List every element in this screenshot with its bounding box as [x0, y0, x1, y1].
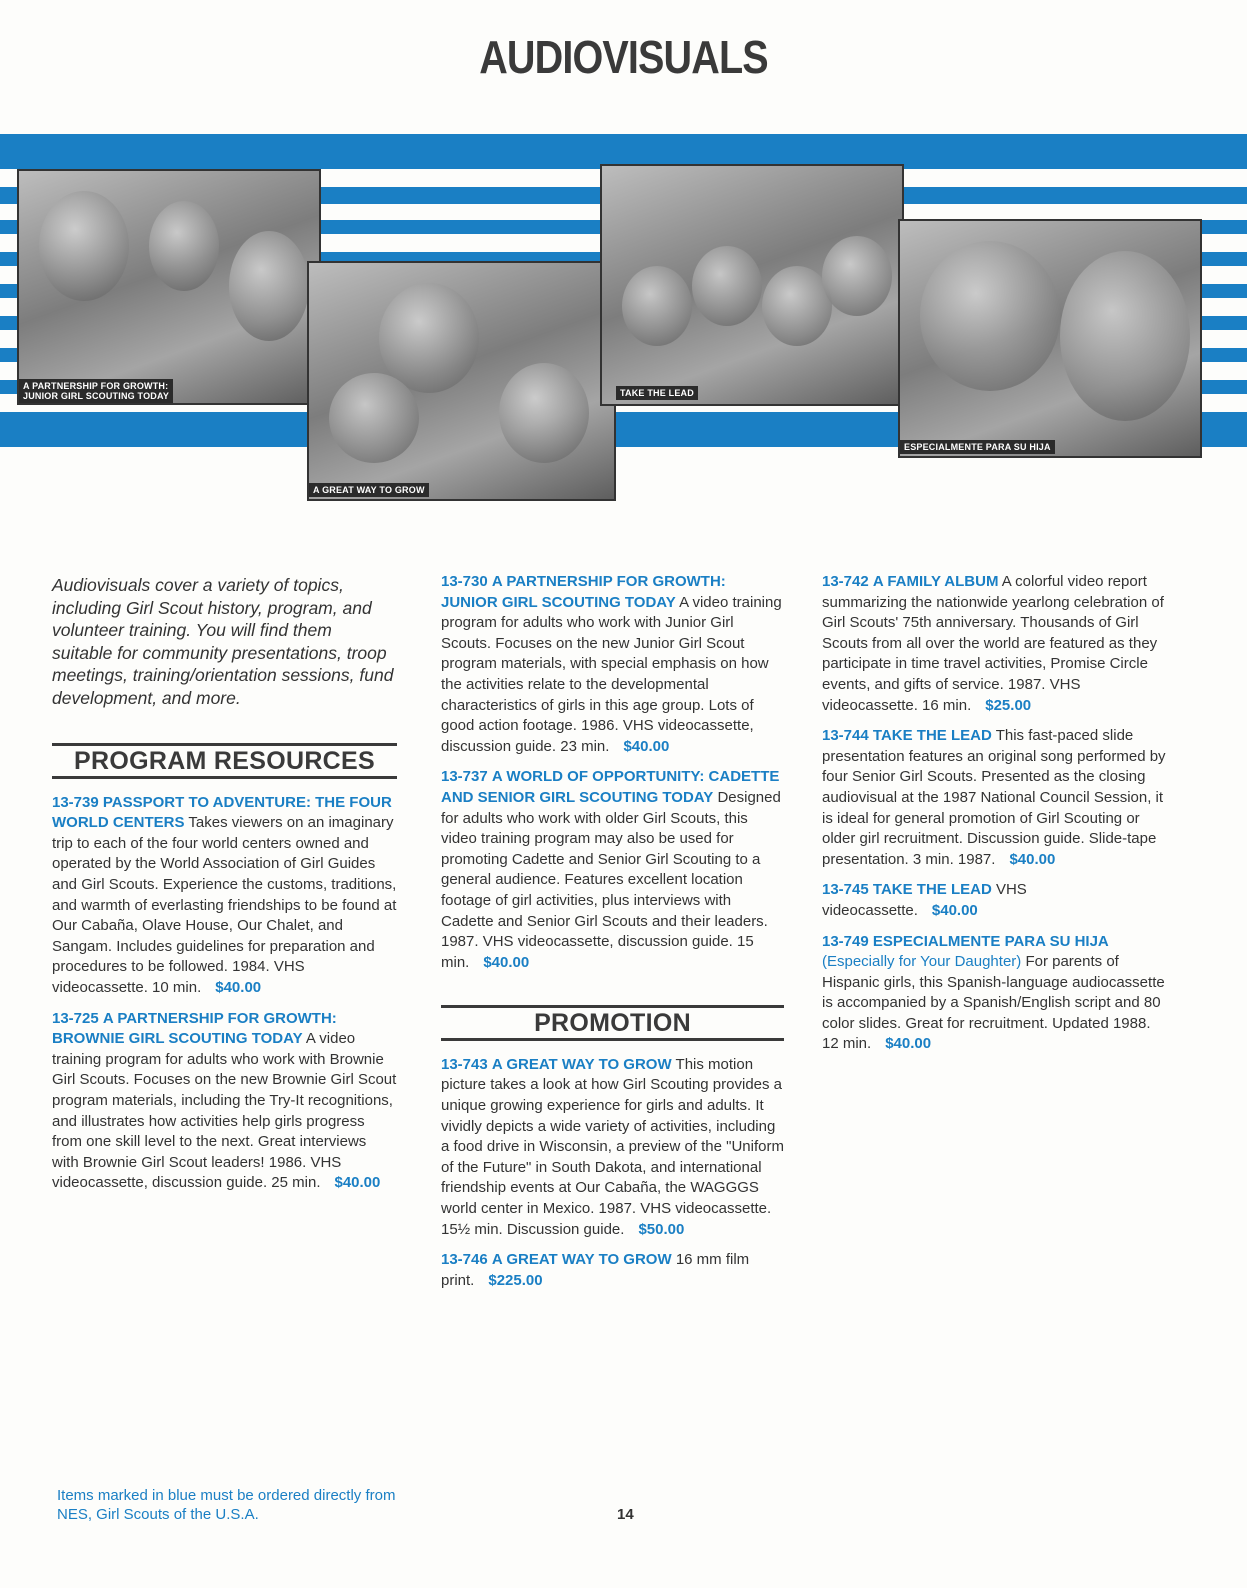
price: $25.00 [985, 696, 1032, 714]
catalog-item-13-739: 13-739 PASSPORT TO ADVENTURE: THE FOUR WORLD CENTERS Takes viewers on an imaginary trip to each of the four world centers owned and operated by the World Association of Girl Guides and Girl Scouts. Experience the customs, traditions, and warmth of everlasting friendships to be found at Our Cabaña, Olave House, Our Chalet, and Sangam. Includes guidelines for preparation and procedures to be followed. 1984. VHS videocassette. 10 min. $40.00 [52, 793, 397, 996]
page-title: AUDIOVISUALS [479, 31, 768, 83]
price: $40.00 [623, 737, 670, 755]
photo-caption: ESPECIALMENTE PARA SU HIJA [900, 440, 1055, 454]
footnote: Items marked in blue must be ordered directly from NES, Girl Scouts of the U.S.A. [57, 1487, 396, 1523]
price: $40.00 [1009, 850, 1056, 868]
item-subtitle: (Especially for Your Daughter) [822, 953, 1022, 971]
photo-especialmente [898, 219, 1202, 458]
price: $40.00 [931, 901, 978, 919]
catalog-item-13-742: 13-742 A FAMILY ALBUM A colorful video report summarizing the nationwide yearlong celebration of Girl Scouts' 75th anniversary. Thousands of Girl Scouts from all over the world are featured as they participate in time travel activities, Promise Circle events, and gifts of service. 1987. VHS videocassette. 16 min. $25.00 [822, 573, 1164, 714]
price: $40.00 [334, 1174, 381, 1192]
price: $225.00 [488, 1271, 543, 1289]
price: $50.00 [638, 1220, 685, 1238]
photo-caption: A PARTNERSHIP FOR GROWTH: JUNIOR GIRL SCOUTING TODAY [19, 379, 173, 403]
photo-partnership-junior [17, 169, 321, 405]
catalog-item-13-749: 13-749 ESPECIALMENTE PARA SU HIJA (Especially for Your Daughter) For parents of Hispanic girls, this Spanish-language audiocassette is accompanied by a Spanish/English script and 80 color slides. Great for recruitment. Updated 1988. 12 min. $40.00 [822, 932, 1165, 1053]
catalog-item-13-737: 13-737 A WORLD OF OPPORTUNITY: CADETTE AND SENIOR GIRL SCOUTING TODAY Designed for adults who work with older Girl Scouts, this video training program may also be used for promoting Cadette and Senior Girl Scouting to a general audience. Features excellent location footage of girl activities, plus interviews with Cadette and Senior Girl Scouts and their leaders. 1987. VHS videocassette, discussion guide. 15 min. $40.00 [441, 768, 781, 971]
photo-caption: A GREAT WAY TO GROW [309, 483, 429, 497]
price: $40.00 [483, 953, 530, 971]
column-right [822, 572, 1167, 1065]
catalog-item-13-745: 13-745 TAKE THE LEAD VHS videocassette. $40.00 [822, 881, 1027, 919]
section-heading-program-resources: PROGRAM RESOURCES [52, 743, 397, 779]
catalog-item-13-730: 13-730 A PARTNERSHIP FOR GROWTH: JUNIOR GIRL SCOUTING TODAY A video training program for adults who work with Junior Girl Scouts. Focuses on the new Junior Girl Scout program materials, with special emphasis on how the activities relate to the developmental characteristics of girls in this age group. Lots of good action footage. 1986. VHS videocassette, discussion guide. 23 min. $40.00 [441, 573, 782, 755]
photo-great-way-to-grow [307, 261, 616, 501]
catalog-item-13-743: 13-743 A GREAT WAY TO GROW This motion picture takes a look at how Girl Scouting provides a unique growing experience for girls and adults. It vividly depicts a wide variety of activities, including a food drive in Wisconsin, a preview of the "Uniform of the Future" in South Dakota, and international friendship events at Our Cabaña, the WAGGGS world center in Mexico. 1987. VHS videocassette. 15½ min. Discussion guide. $50.00 [441, 1055, 784, 1238]
page-number: 14 [617, 1506, 634, 1523]
photo-caption: TAKE THE LEAD [616, 386, 698, 400]
column-middle [441, 572, 784, 1301]
catalog-item-13-746: 13-746 A GREAT WAY TO GROW 16 mm film print. $225.00 [441, 1251, 750, 1289]
photo-take-the-lead [600, 164, 904, 406]
intro-text: Audiovisuals cover a variety of topics, including Girl Scout history, program, and volunteer training. You will find them suitable for community presentations, troop meetings, training/orientation sessions, fund development, and more. [52, 575, 394, 708]
column-left [52, 574, 397, 1204]
catalog-item-13-725: 13-725 A PARTNERSHIP FOR GROWTH: BROWNIE GIRL SCOUTING TODAY A video training program for adults who work with Brownie Girl Scouts. Focuses on the new Brownie Girl Scout program materials, including the Try-It recognitions, and illustrates how activities help girls progress from one skill level to the next. Great interviews with Brownie Girl Scout leaders! 1986. VHS videocassette, discussion guide. 25 min. $40.00 [52, 1009, 397, 1192]
price: $40.00 [885, 1035, 932, 1053]
price: $40.00 [215, 978, 262, 996]
catalog-item-13-744: 13-744 TAKE THE LEAD This fast-paced slide presentation features an original song performed by four Senior Girl Scouts. Presented as the closing audiovisual at the 1987 National Council Session, it is ideal for general promotion of Girl Scouting or older girl recruitment. Discussion guide. Slide-tape presentation. 3 min. 1987. $40.00 [822, 727, 1166, 868]
section-heading-promotion: PROMOTION [441, 1005, 784, 1041]
